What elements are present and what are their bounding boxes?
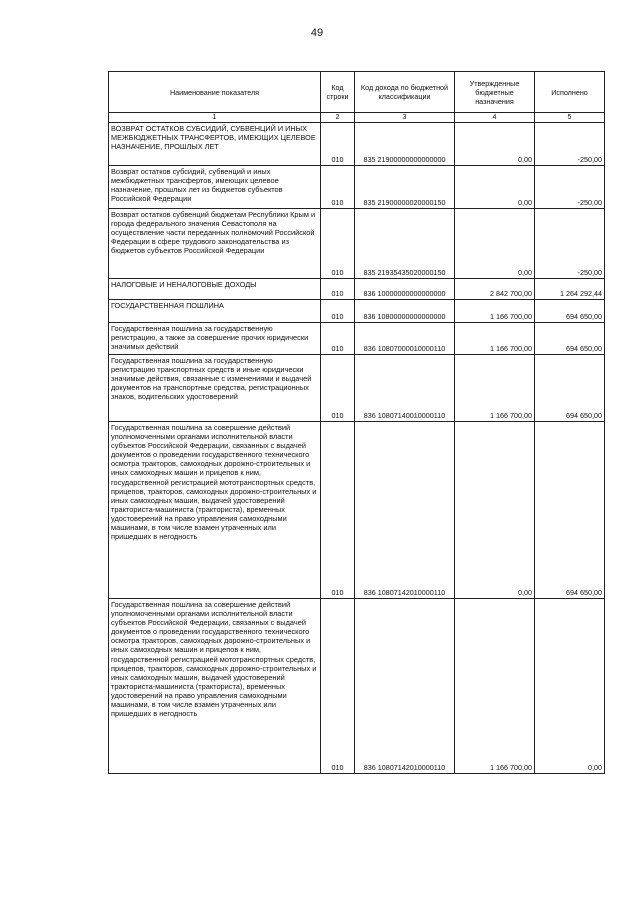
row-code: 010	[321, 166, 355, 209]
budget-execution-table	[108, 71, 605, 774]
row-approved: 1 166 700,00	[455, 355, 535, 422]
row-name: Государственная пошлина за государственную регистрацию транспортных средств и иные юридически значимые действия, связанные с изменениями и выдачей документов на транспортные средства, регистрационных знаков, водительских удостоверений	[109, 355, 321, 422]
row-executed: 1 264 292,44	[535, 279, 605, 300]
row-code: 010	[321, 599, 355, 774]
row-approved: 0,00	[455, 209, 535, 279]
row-name: Возврат остатков субсидий, субвенций и иных межбюджетных трансфертов, имеющих целевое назначение, прошлых лет из бюджетов субъектов Российской Федерации	[109, 166, 321, 209]
row-name: Государственная пошлина за совершение действий уполномоченными органами исполнительной власти субъектов Российской Федерации, связанных с выдачей документов о проведении государственного технического осмотра тракторов, самоходных дорожно-строительных и иных самоходных машин и прицепов к ним, государственной регистрацией мототранспортных средств, прицепов, тракторов, самоходных дорожно-строительных и иных самоходных машин, выдачей удостоверений тракториста-машиниста (тракториста), временных удостоверений на право управления самоходными машинами, в том числе взамен утраченных или пришедших в негодность	[109, 599, 321, 774]
table-row	[109, 209, 605, 279]
row-approved: 0,00	[455, 422, 535, 599]
row-approved: 0,00	[455, 166, 535, 209]
row-code: 010	[321, 279, 355, 300]
row-kbk: 835 21935435020000150	[355, 209, 455, 279]
row-name: Государственная пошлина за совершение действий уполномоченными органами исполнительной власти субъектов Российской Федерации, связанных с выдачей документов о проведении государственного технического осмотра тракторов, самоходных дорожно-строительных и иных самоходных машин и прицепов к ним, государственной регистрацией мототранспортных средств, прицепов, тракторов, самоходных дорожно-строительных и иных самоходных машин, выдачей удостоверений тракториста-машиниста (тракториста), временных удостоверений на право управления самоходными машинами, в том числе взамен утраченных или пришедших в негодность	[109, 422, 321, 599]
row-executed: 694 650,00	[535, 300, 605, 323]
row-name: Возврат остатков субвенций бюджетам Республики Крым и города федерального значения Севастополя на осуществление части переданных полномочий Российской Федерации в сфере трудового законодательства из бюджетов субъектов Российской Федерации	[109, 209, 321, 279]
header-kbk: Код дохода по бюджетной классификации	[355, 72, 455, 113]
row-executed: 694 650,00	[535, 323, 605, 355]
table-row	[109, 123, 605, 166]
table-row	[109, 300, 605, 323]
row-code: 010	[321, 355, 355, 422]
page-number: 49	[310, 27, 324, 39]
row-code: 010	[321, 300, 355, 323]
header-approved: Утвержденные бюджетные назначения	[455, 72, 535, 113]
row-kbk: 835 21900000000000000	[355, 123, 455, 166]
row-kbk: 836 10807140010000110	[355, 355, 455, 422]
table-row	[109, 166, 605, 209]
header-name: Наименование показателя	[109, 72, 321, 113]
row-approved: 2 842 700,00	[455, 279, 535, 300]
row-kbk: 835 21900000020000150	[355, 166, 455, 209]
row-executed: -250,00	[535, 209, 605, 279]
row-executed: 694 650,00	[535, 355, 605, 422]
column-number: 1	[109, 113, 321, 123]
column-number: 3	[355, 113, 455, 123]
table-row	[109, 422, 605, 599]
row-name: ВОЗВРАТ ОСТАТКОВ СУБСИДИЙ, СУБВЕНЦИЙ И ИНЫХ МЕЖБЮДЖЕТНЫХ ТРАНСФЕРТОВ, ИМЕЮЩИХ ЦЕЛЕВОЕ НАЗНАЧЕНИЕ, ПРОШЛЫХ ЛЕТ	[109, 123, 321, 166]
column-number: 2	[321, 113, 355, 123]
row-executed: 694 650,00	[535, 422, 605, 599]
row-name: ГОСУДАРСТВЕННАЯ ПОШЛИНА	[109, 300, 321, 323]
table-row	[109, 355, 605, 422]
row-code: 010	[321, 209, 355, 279]
row-name: НАЛОГОВЫЕ И НЕНАЛОГОВЫЕ ДОХОДЫ	[109, 279, 321, 300]
row-executed: -250,00	[535, 166, 605, 209]
table-header-row	[109, 72, 605, 113]
row-kbk: 836 10807142010000110	[355, 599, 455, 774]
row-code: 010	[321, 123, 355, 166]
row-kbk: 836 10000000000000000	[355, 279, 455, 300]
row-approved: 0,00	[455, 123, 535, 166]
row-code: 010	[321, 323, 355, 355]
row-name: Государственная пошлина за государственную регистрацию, а также за совершение прочих юридически значимых действий	[109, 323, 321, 355]
table-row	[109, 323, 605, 355]
header-executed: Исполнено	[535, 72, 605, 113]
row-kbk: 836 10800000000000000	[355, 300, 455, 323]
table-row	[109, 599, 605, 774]
table-row	[109, 279, 605, 300]
row-approved: 1 166 700,00	[455, 599, 535, 774]
row-kbk: 836 10807000010000110	[355, 323, 455, 355]
row-approved: 1 166 700,00	[455, 300, 535, 323]
column-number: 5	[535, 113, 605, 123]
column-number: 4	[455, 113, 535, 123]
row-kbk: 836 10807142010000110	[355, 422, 455, 599]
row-executed: -250,00	[535, 123, 605, 166]
row-executed: 0,00	[535, 599, 605, 774]
header-code: Код строки	[321, 72, 355, 113]
row-code: 010	[321, 422, 355, 599]
row-approved: 1 166 700,00	[455, 323, 535, 355]
column-number-row	[109, 113, 605, 123]
